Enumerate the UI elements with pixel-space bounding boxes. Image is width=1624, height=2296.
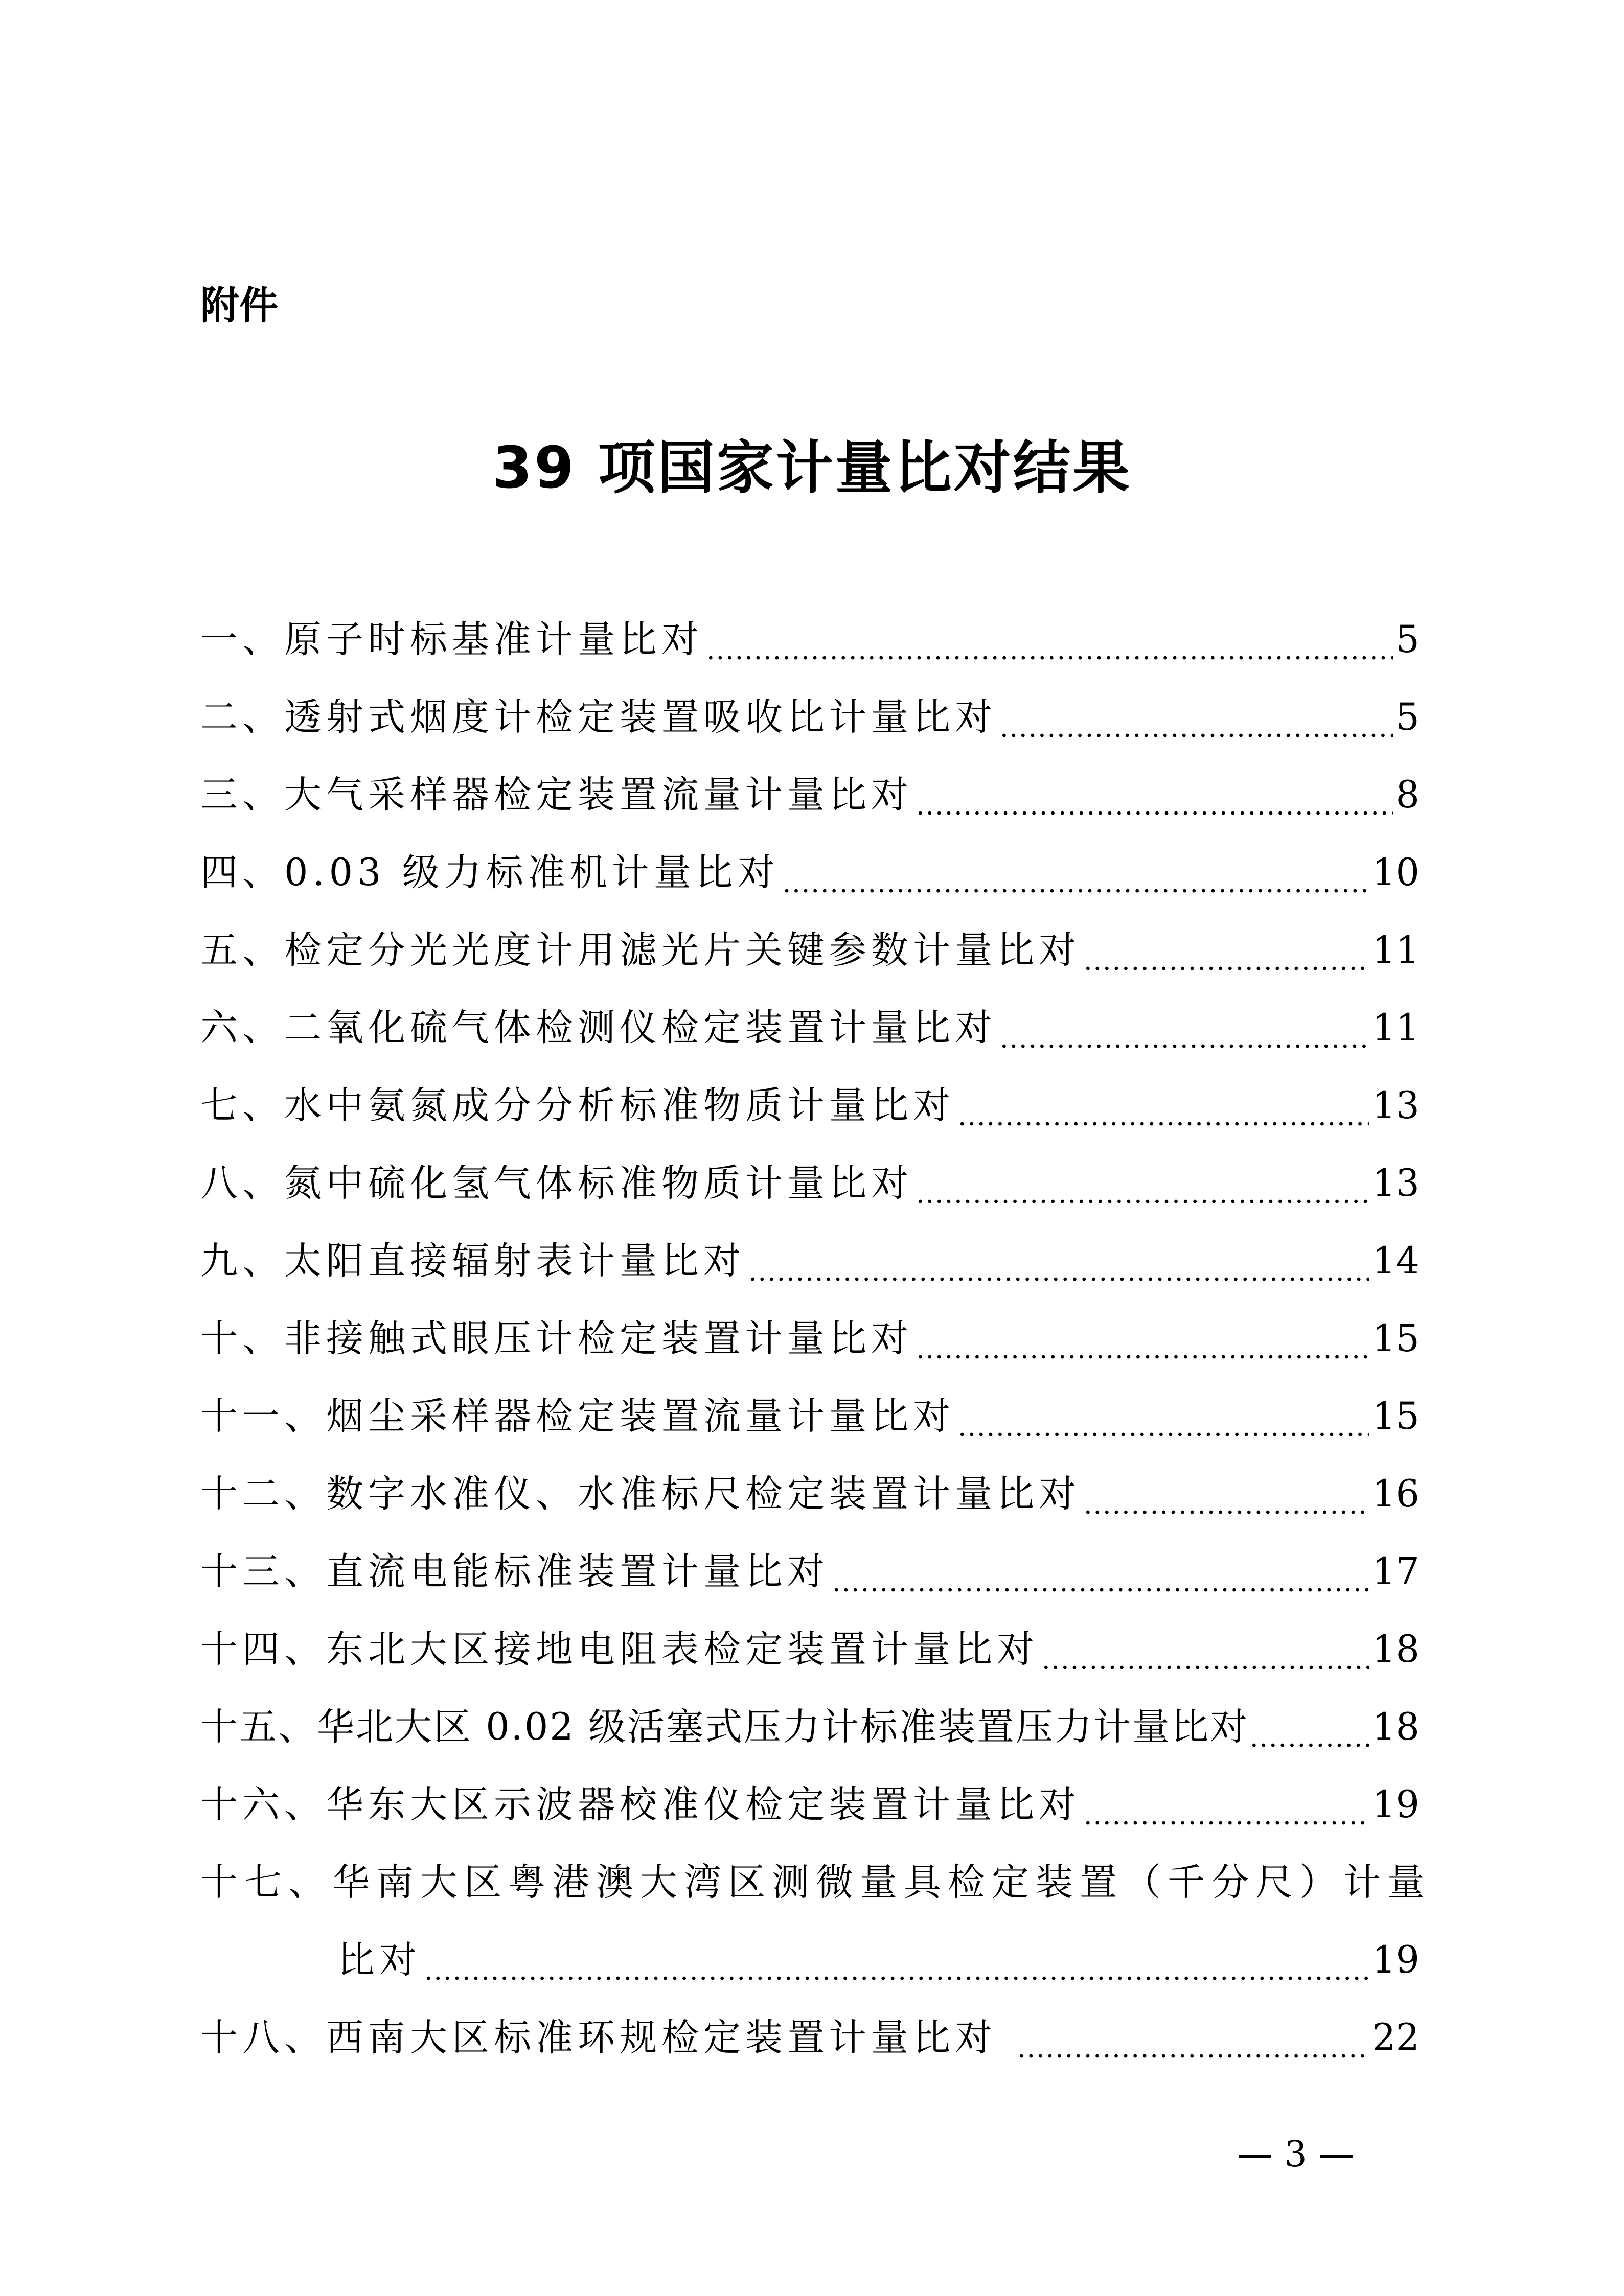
toc-entry-17[interactable]	[200, 1843, 1431, 1999]
toc-entry-text-line1: 十七、华南大区粤港澳大湾区测微量具检定装置（千分尺）计量	[200, 1860, 1431, 1904]
dot-leader	[783, 861, 1369, 898]
toc-entry-10[interactable]	[200, 1300, 1420, 1377]
toc-entry-page: 13	[1372, 1083, 1420, 1127]
dot-leader	[958, 1405, 1369, 1442]
dot-leader	[916, 1172, 1369, 1209]
toc-entry-text: 四、0.03 级力标准机计量比对	[200, 850, 780, 894]
toc-entry-8[interactable]	[200, 1144, 1420, 1222]
toc-entry-page: 13	[1372, 1161, 1420, 1205]
toc-entry-text: 一、原子时标基准计量比对	[200, 617, 703, 661]
toc-entry-15[interactable]	[200, 1688, 1420, 1766]
dot-leader	[706, 628, 1393, 665]
toc-entry-14[interactable]	[200, 1610, 1420, 1688]
toc-entry-text: 十一、烟尘采样器检定装置流量计量比对	[200, 1394, 955, 1438]
toc-entry-4[interactable]	[200, 833, 1420, 911]
dot-leader	[1084, 1482, 1369, 1520]
toc-entry-page: 18	[1372, 1705, 1420, 1749]
dot-leader	[958, 1094, 1369, 1131]
toc-entry-page: 5	[1396, 617, 1420, 661]
attachment-label: 附件	[200, 283, 278, 328]
toc-entry-continuation	[200, 1921, 1420, 1999]
toc-entry-page: 19	[1372, 1938, 1420, 1982]
toc-entry-text: 三、大气采样器检定装置流量计量比对	[200, 773, 913, 817]
toc-entry-text: 六、二氧化硫气体检测仪检定装置计量比对	[200, 1006, 997, 1050]
toc-entry-page: 16	[1372, 1472, 1420, 1516]
toc-entry-text: 十五、华北大区 0.02 级活塞式压力计标准装置压力计量比对	[200, 1705, 1249, 1749]
document-title: 39 项国家计量比对结果	[492, 435, 1132, 501]
toc-entry-page: 8	[1396, 773, 1420, 817]
toc-entry-page: 5	[1396, 695, 1420, 739]
toc-entry-18[interactable]	[200, 1999, 1420, 2076]
toc-entry-text: 十、非接触式眼压计检定装置计量比对	[200, 1316, 913, 1360]
toc-entry-page: 19	[1372, 1782, 1420, 1826]
page-number: — 3 —	[1237, 2133, 1355, 2175]
dot-leader	[1250, 1715, 1371, 1753]
toc-entry-text: 十八、西南大区标准环规检定装置计量比对	[200, 2015, 997, 2059]
toc-entry-16[interactable]	[200, 1766, 1420, 1843]
toc-entry-page: 15	[1372, 1394, 1420, 1438]
toc-entry-12[interactable]	[200, 1455, 1420, 1533]
toc-entry-7[interactable]	[200, 1066, 1420, 1144]
toc-entry-text: 九、太阳直接辐射表计量比对	[200, 1239, 745, 1283]
toc-entry-text: 七、水中氨氮成分分析标准物质计量比对	[200, 1083, 955, 1127]
toc-entry-2[interactable]	[200, 678, 1420, 756]
toc-entry-text: 十六、华东大区示波器校准仪检定装置计量比对	[200, 1782, 1081, 1826]
dot-leader	[1000, 706, 1393, 743]
dot-leader	[1000, 1016, 1369, 1054]
toc-entry-page: 11	[1372, 928, 1420, 972]
toc-entry-9[interactable]	[200, 1222, 1420, 1300]
toc-entry-6[interactable]	[200, 989, 1420, 1066]
toc-entry-13[interactable]	[200, 1533, 1420, 1610]
dot-leader	[424, 1949, 1369, 1986]
toc-entry-5[interactable]	[200, 911, 1420, 989]
toc-entry-text: 十三、直流电能标准装置计量比对	[200, 1549, 829, 1593]
toc-entry-3[interactable]	[200, 756, 1420, 833]
toc-entry-page: 17	[1372, 1549, 1420, 1593]
dot-leader	[1084, 939, 1369, 976]
dot-leader	[832, 1560, 1369, 1597]
toc-entry-text: 十二、数字水准仪、水准标尺检定装置计量比对	[200, 1472, 1081, 1516]
toc-entry-text-line2: 比对	[337, 1938, 421, 1982]
toc-entry-text: 十四、东北大区接地电阻表检定装置计量比对	[200, 1627, 1039, 1671]
dot-leader	[1084, 1793, 1369, 1830]
toc-entry-page: 14	[1372, 1239, 1420, 1283]
dot-leader	[1042, 1638, 1369, 1675]
toc-entry-page: 10	[1372, 850, 1420, 894]
toc-entry-text: 五、检定分光光度计用滤光片关键参数计量比对	[200, 928, 1081, 972]
dot-leader	[1017, 2026, 1369, 2063]
toc-entry-page: 18	[1372, 1627, 1420, 1671]
toc-entry-page: 22	[1372, 2015, 1420, 2059]
toc-entry-11[interactable]	[200, 1377, 1420, 1455]
toc-entry-1[interactable]	[200, 600, 1420, 678]
toc-entry-text: 二、透射式烟度计检定装置吸收比计量比对	[200, 695, 997, 739]
dot-leader	[916, 783, 1393, 821]
dot-leader	[916, 1327, 1369, 1364]
toc-entry-page: 11	[1372, 1006, 1420, 1050]
toc-entry-text: 八、氮中硫化氢气体标准物质计量比对	[200, 1161, 913, 1205]
toc-entry-page: 15	[1372, 1316, 1420, 1360]
table-of-contents	[200, 600, 1431, 2076]
dot-leader	[748, 1249, 1369, 1287]
